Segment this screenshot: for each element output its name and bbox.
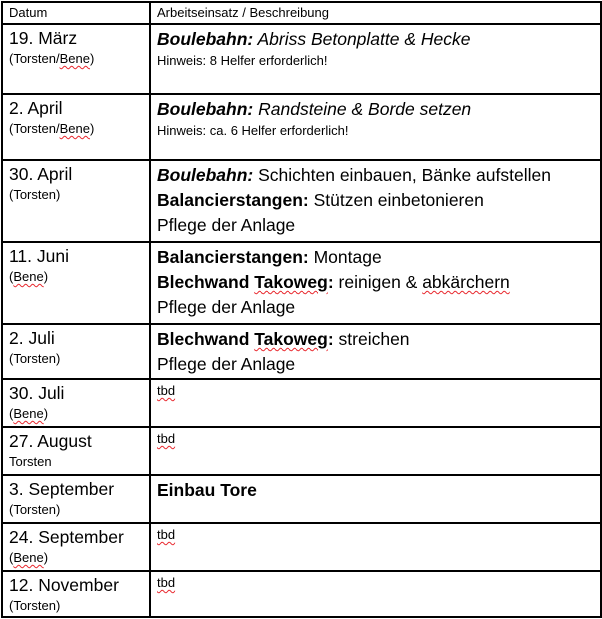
date-text: 11. Juni [9, 246, 69, 266]
date-text: 24. September [9, 527, 124, 547]
task-line: Pflege der Anlage [157, 354, 296, 374]
tbd-text: tbd [157, 575, 176, 590]
date-cell [2, 242, 150, 324]
table-row [2, 379, 601, 427]
description-cell [150, 475, 601, 523]
table-row [2, 94, 601, 160]
task-text: Randsteine & Borde setzen [253, 99, 472, 119]
date-cell [2, 475, 150, 523]
spellcheck-word: abkärchern [422, 272, 510, 292]
assignee-text: (Torsten/Bene) [9, 51, 95, 66]
table-row [2, 324, 601, 379]
assignee-text: (Torsten) [9, 598, 61, 613]
date-cell [2, 94, 150, 160]
date-text: 30. Juli [9, 383, 65, 403]
task-line: Pflege der Anlage [157, 297, 296, 317]
description-cell [150, 94, 601, 160]
assignee-text: (Torsten/Bene) [9, 121, 95, 136]
hint-text: Hinweis: 8 Helfer erforderlich! [157, 53, 328, 68]
date-text: 2. April [9, 98, 63, 118]
task-line [157, 27, 600, 52]
assignee-text: (Torsten) [9, 187, 61, 202]
task-line: Blechwand Takoweg: reinigen & abkärchern [157, 272, 510, 292]
tbd-text: tbd [157, 431, 176, 446]
table-row [2, 24, 601, 94]
date-text: 27. August [9, 431, 92, 451]
description-cell [150, 160, 601, 242]
spellcheck-word: Bene [13, 406, 44, 421]
spellcheck-word: Bene [59, 121, 90, 136]
table-row [2, 160, 601, 242]
task-line [157, 97, 600, 122]
spellcheck-word: Bene [13, 269, 44, 284]
table-row [2, 571, 601, 617]
tbd-text: tbd [157, 383, 176, 398]
task-area: Boulebahn: [157, 29, 254, 49]
task-line: Pflege der Anlage [157, 215, 296, 235]
table-row [2, 523, 601, 571]
table-header-row [2, 2, 601, 24]
date-text: 19. März [9, 28, 78, 48]
table-row [2, 427, 601, 475]
assignee-text: (Torsten) [9, 351, 61, 366]
date-text: 3. September [9, 479, 115, 499]
table-row [2, 475, 601, 523]
assignee-text: (Bene) [9, 406, 49, 421]
task-text: Abriss Betonplatte & Hecke [253, 29, 471, 49]
task-line: Balancierstangen: Stützen einbetonieren [157, 190, 484, 210]
tbd-text: tbd [157, 527, 176, 542]
spellcheck-word: Bene [59, 51, 90, 66]
date-cell [2, 523, 150, 571]
header-description: Arbeitseinsatz / Beschreibung [150, 2, 601, 24]
description-cell [150, 24, 601, 94]
date-cell [2, 24, 150, 94]
task-line: Einbau Tore [157, 480, 257, 500]
task-line: Balancierstangen: Montage [157, 247, 382, 267]
spellcheck-word: Bene [13, 550, 44, 565]
task-line: Blechwand Takoweg: streichen [157, 329, 410, 349]
schedule-table [1, 1, 602, 618]
spellcheck-word: Takoweg [254, 329, 328, 349]
task-area: Boulebahn: [157, 99, 254, 119]
date-cell [2, 571, 150, 617]
date-text: 30. April [9, 164, 73, 184]
description-cell [150, 523, 601, 571]
description-cell [150, 571, 601, 617]
header-date: Datum [2, 2, 150, 24]
date-cell [2, 379, 150, 427]
description-cell [150, 324, 601, 379]
description-cell [150, 242, 601, 324]
date-cell [2, 160, 150, 242]
hint-text: Hinweis: ca. 6 Helfer erforderlich! [157, 123, 349, 138]
date-text: 2. Juli [9, 328, 55, 348]
date-cell [2, 324, 150, 379]
assignee-text: Torsten [9, 454, 52, 469]
description-cell [150, 427, 601, 475]
date-cell [2, 427, 150, 475]
assignee-text: (Bene) [9, 269, 49, 284]
table-row [2, 242, 601, 324]
assignee-text: (Bene) [9, 550, 49, 565]
task-line: Boulebahn: Schichten einbauen, Bänke aufstellen [157, 165, 551, 185]
spellcheck-word: Takoweg [254, 272, 328, 292]
description-cell [150, 379, 601, 427]
assignee-text: (Torsten) [9, 502, 61, 517]
date-text: 12. November [9, 575, 119, 595]
